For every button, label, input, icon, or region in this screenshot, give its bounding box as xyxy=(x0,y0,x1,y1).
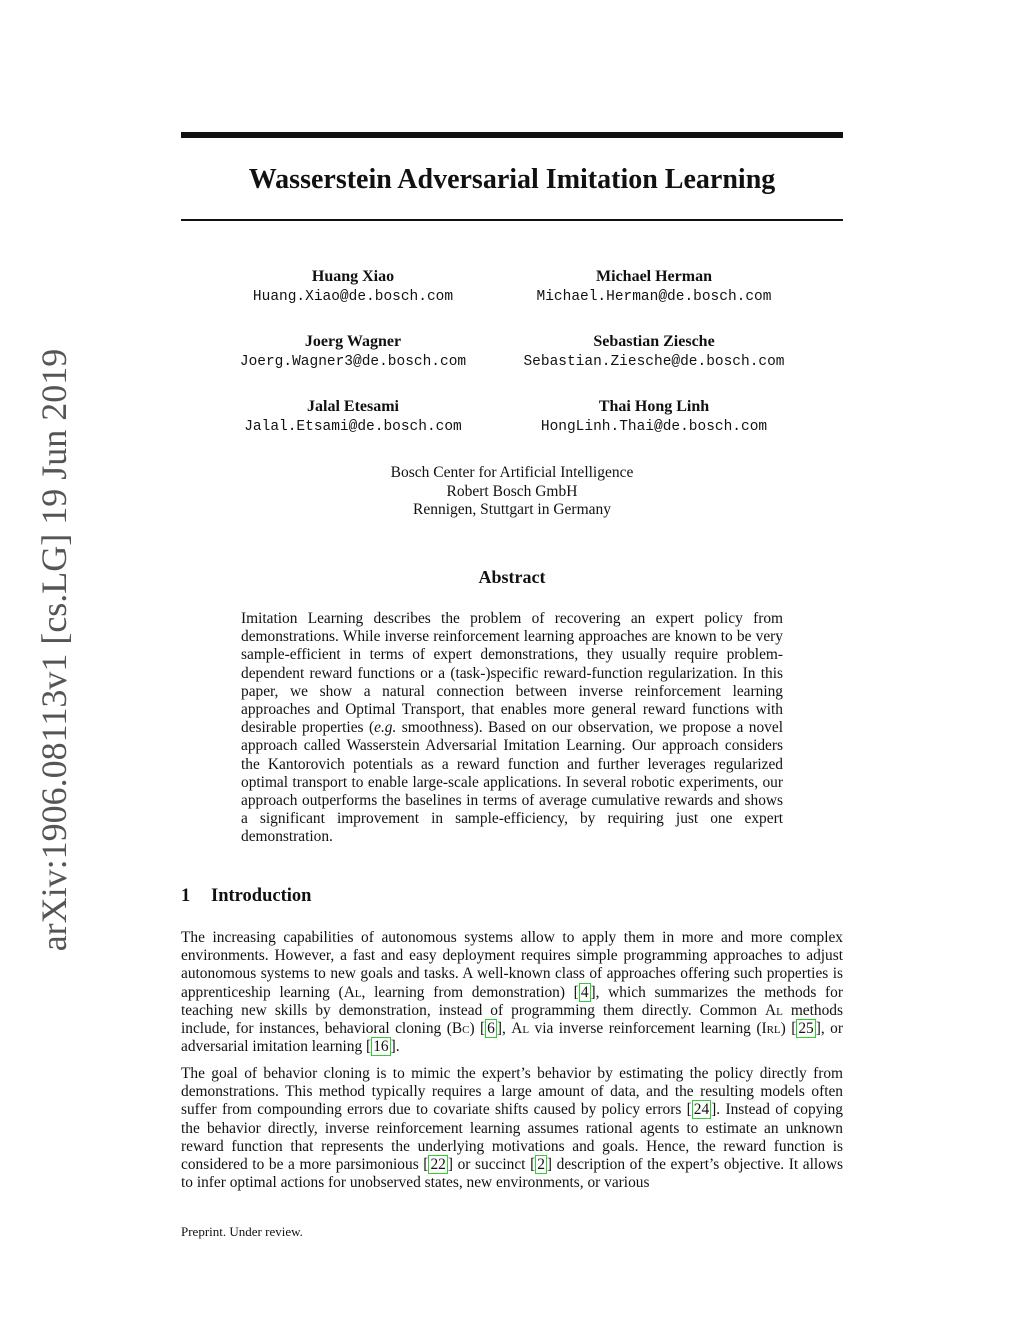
paragraph-text: ) [ xyxy=(469,1020,486,1038)
section-heading-introduction xyxy=(181,885,311,907)
paragraph-text: ], which summarizes the methods for teaching new skills by demonstration, instead of programming them directly. Common xyxy=(181,983,843,1019)
author-name: Joerg Wagner xyxy=(304,333,402,350)
affiliation-line: Robert Bosch GmbH xyxy=(446,482,578,500)
paper-title: Wasserstein Adversarial Imitation Learning xyxy=(248,164,776,195)
paragraph-text: , learning from demonstration) [ xyxy=(361,983,579,1001)
abstract-eg: e.g. xyxy=(374,719,397,737)
section-title: Introduction xyxy=(211,886,312,906)
author-name: Michael Herman xyxy=(596,268,712,285)
citation-link[interactable]: 16 xyxy=(373,1038,389,1056)
paragraph-text: ) [ xyxy=(780,1020,797,1038)
author-block xyxy=(494,267,814,307)
author-block xyxy=(193,397,513,437)
author-name: Sebastian Ziesche xyxy=(593,333,715,350)
paragraph-text: The goal of behavior cloning is to mimic the expert’s behavior by estimating the policy directly from demonstrations. This method typically requires a large amount of data, and the resulting models often suffer from compounding errors due to covariate shifts caused by policy errors [ xyxy=(181,1065,843,1119)
paragraph-text: via inverse reinforcement learning ( xyxy=(529,1020,762,1038)
author-block xyxy=(193,332,513,372)
author-email[interactable]: Sebastian.Ziesche@de.bosch.com xyxy=(523,354,785,370)
intro-paragraph-2 xyxy=(181,1065,843,1192)
arxiv-identifier-stamp: arXiv:1906.08113v1 [cs.LG] 19 Jun 2019 xyxy=(34,348,74,952)
abstract-text-part: smoothness). Based on our observation, we propose a novel approach called Wasserstein Adversarial Imitation Learning. Our approach considers the Kantorovich potentials as a reward function and further leverages regularized optimal transport to enable large-scale applications. In several robotic experiments, our approach outperforms the baselines in terms of average cumulative rewards and shows a significant improvement in sample-efficiency, by requiring just one expert demonstration. xyxy=(241,719,783,846)
affiliation-line: Bosch Center for Artificial Intelligence xyxy=(390,464,634,481)
author-name: Thai Hong Linh xyxy=(598,398,710,415)
author-email[interactable]: HongLinh.Thai@de.bosch.com xyxy=(540,419,768,435)
paragraph-text: ], or adversarial imitation learning [ xyxy=(181,1020,843,1056)
citation-link[interactable]: 25 xyxy=(798,1020,814,1038)
paragraph-text: The increasing capabilities of autonomous systems allow to apply them in more and more complex environments. However, a fast and easy deployment requires simple programming approaches to adjust autonomous systems to new goals and tasks. A well-known class of approaches offering such properties is apprenticeship learning ( xyxy=(181,929,843,1001)
paragraph-text: ] or succinct [ xyxy=(447,1156,536,1174)
author-name: Jalal Etesami xyxy=(307,398,399,415)
acronym-al: Al xyxy=(511,1020,530,1038)
citation-link[interactable]: 6 xyxy=(487,1020,495,1038)
paragraph-text: ], xyxy=(496,1020,512,1038)
abstract-text xyxy=(241,610,783,847)
citation-link[interactable]: 24 xyxy=(693,1101,710,1119)
citation-link[interactable]: 22 xyxy=(430,1156,446,1174)
citation-link[interactable]: 2 xyxy=(537,1156,545,1174)
author-email[interactable]: Michael.Herman@de.bosch.com xyxy=(536,289,772,305)
citation-link[interactable]: 4 xyxy=(580,983,589,1001)
paragraph-text: methods include, for instances, behavioral cloning ( xyxy=(181,1001,843,1038)
title-top-rule xyxy=(181,132,843,138)
author-email[interactable]: Huang.Xiao@de.bosch.com xyxy=(252,289,454,305)
section-number: 1 xyxy=(181,886,191,906)
acronym-al: Al xyxy=(764,1001,783,1019)
author-block xyxy=(193,267,513,307)
author-email[interactable]: Joerg.Wagner3@de.bosch.com xyxy=(239,354,467,370)
footer-note: Preprint. Under review. xyxy=(181,1224,303,1239)
paragraph-text: ]. Instead of copying the behavior directly, inverse reinforcement learning assumes rational agents to estimate an unknown reward function that represents the underlying motivations and goals. Hence, the reward function is considered to be a more parsimonious [ xyxy=(181,1101,843,1174)
acronym-al: Al xyxy=(343,983,362,1001)
paragraph-text: ]. xyxy=(390,1038,400,1056)
author-block xyxy=(494,332,814,372)
intro-paragraph-1 xyxy=(181,929,843,1056)
acronym-irl: Irl xyxy=(761,1020,781,1038)
abstract-heading: Abstract xyxy=(478,567,546,587)
author-email[interactable]: Jalal.Etsami@de.bosch.com xyxy=(244,419,462,435)
paragraph-text: ] description of the expert’s objective. It allows to infer optimal actions for unobserved states, new environments, or various xyxy=(181,1156,843,1192)
author-name: Huang Xiao xyxy=(311,268,395,285)
affiliation xyxy=(181,464,843,520)
abstract-text-part: Imitation Learning describes the problem of recovering an expert policy from demonstrations. While inverse reinforcement learning approaches are known to be very sample-efficient in terms of expert demonstrations, they usually require problem-dependent reward functions or a (task-)specific reward-function regularization. In this paper, we show a natural connection between inverse reinforcement learning approaches and Optimal Transport, that enables more general reward functions with desirable properties ( xyxy=(241,610,783,737)
title-bottom-rule xyxy=(181,219,843,221)
affiliation-line: Rennigen, Stuttgart in Germany xyxy=(412,501,612,518)
acronym-bc: Bc xyxy=(451,1020,470,1038)
author-block xyxy=(494,397,814,437)
